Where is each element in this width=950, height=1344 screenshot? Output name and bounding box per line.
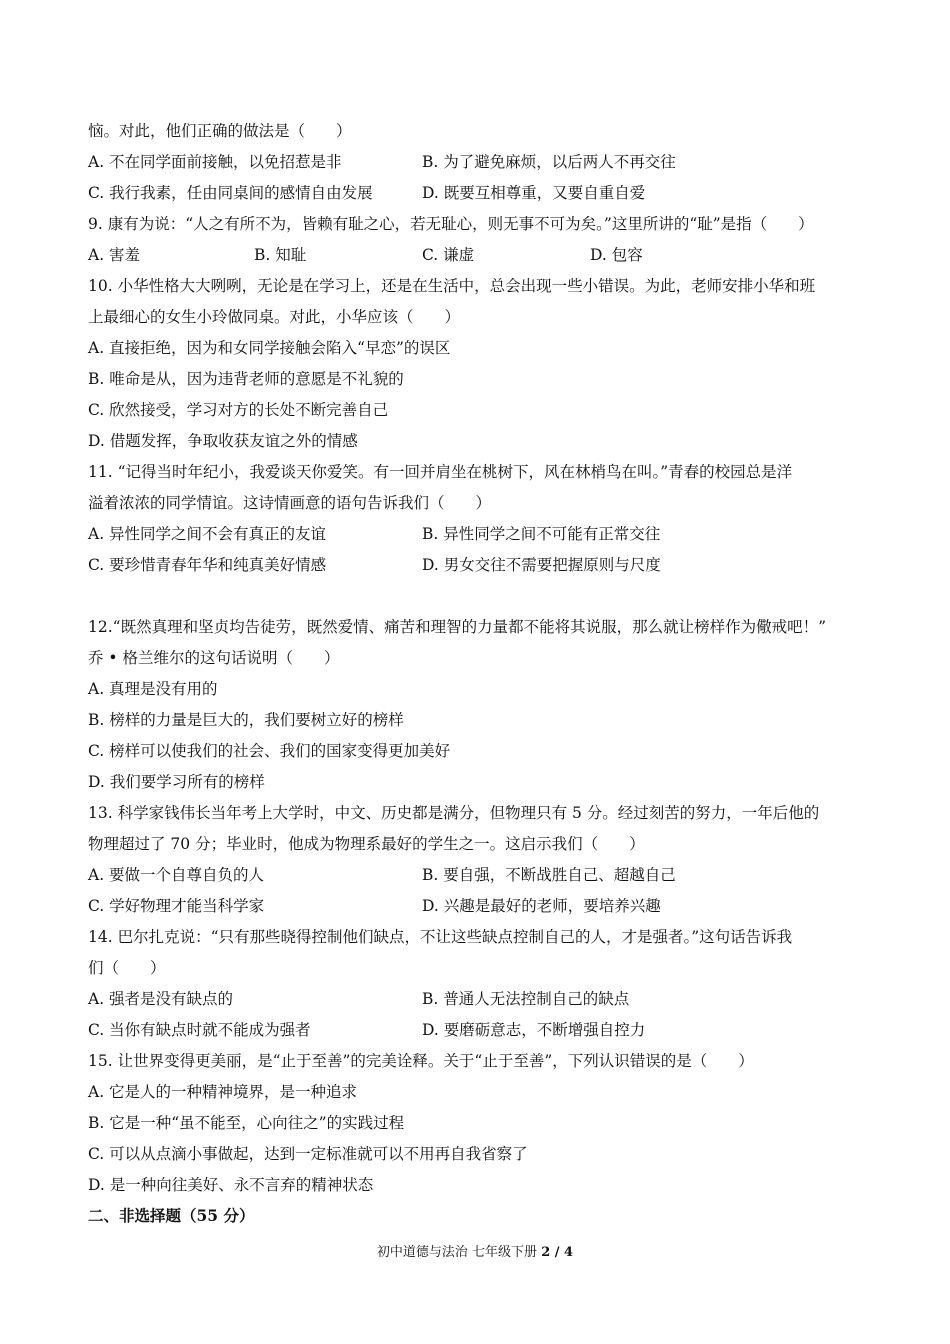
text-line: 9. 康有为说：“人之有所不为，皆赖有耻之心，若无耻心，则无事不可为矣。”这里所讲的“耻”是指（ ） (88, 215, 814, 233)
answer-option: D. 既要互相尊重，又要自重自爱 (422, 184, 646, 202)
text-line: 10. 小华性格大大咧咧，无论是在学习上，还是在生活中，总会出现一些小错误。为此，老师安排小华和班 (88, 277, 816, 295)
answer-option: B. 为了避免麻烦，以后两人不再交往 (422, 153, 676, 171)
text-line: 们（ ） (88, 959, 166, 977)
text-line: D. 借题发挥，争取收获友谊之外的情感 (88, 432, 358, 450)
text-line: C. 我行我素，任由同桌间的感情自由发展 (88, 184, 373, 202)
text-line: C. 可以从点滴小事做起，达到一定标准就可以不用再自我省察了 (88, 1145, 528, 1163)
text-line: D. 我们要学习所有的榜样 (88, 773, 265, 791)
answer-option: D. 包容 (590, 246, 643, 264)
answer-option: B. 知耻 (254, 246, 307, 264)
text-line: A. 它是人的一种精神境界，是一种追求 (88, 1083, 358, 1101)
text-line: A. 不在同学面前接触，以免招惹是非 (88, 153, 342, 171)
text-line: D. 是一种向往美好、永不言弃的精神状态 (88, 1176, 374, 1194)
text-line: C. 欣然接受，学习对方的长处不断完善自己 (88, 401, 389, 419)
answer-option: B. 普通人无法控制自己的缺点 (422, 990, 630, 1008)
text-line: C. 要珍惜青春年华和纯真美好情感 (88, 556, 327, 574)
text-line: A. 直接拒绝，因为和女同学接触会陷入“早恋”的误区 (88, 339, 451, 357)
text-line: 12.“既然真理和坚贞均告徒劳，既然爱情、痛苦和理智的力量都不能将其说服，那么就让榜样作为儆戒吧！” (88, 618, 827, 636)
answer-option: B. 要自强，不断战胜自己、超越自己 (422, 866, 676, 884)
answer-option: B. 异性同学之间不可能有正常交往 (422, 525, 661, 543)
text-line: 恼。对此，他们正确的做法是（ ） (88, 122, 352, 140)
text-line: 15. 让世界变得更美丽，是“止于至善”的完美诠释。关于“止于至善”，下列认识错误的是（ ） (88, 1052, 754, 1070)
text-line: 14. 巴尔扎克说：“只有那些晓得控制他们缺点，不让这些缺点控制自己的人，才是强者。”这句话告诉我 (88, 928, 793, 946)
text-line: C. 榜样可以使我们的社会、我们的国家变得更加美好 (88, 742, 451, 760)
text-line: 物理超过了 70 分；毕业时，他成为物理系最好的学生之一。这启示我们（ ） (88, 835, 645, 853)
text-line: A. 强者是没有缺点的 (88, 990, 234, 1008)
page-number: 2 / 4 (541, 1245, 574, 1260)
text-line: A. 要做一个自尊自负的人 (88, 866, 265, 884)
text-line: B. 它是一种“虽不能至，心向往之”的实践过程 (88, 1114, 405, 1132)
text-line: 11. “记得当时年纪小，我爱谈天你爱笑。有一回并肩坐在桃树下，风在林梢鸟在叫。”青春的校园总是洋 (88, 463, 793, 481)
answer-option: D. 兴趣是最好的老师，要培养兴趣 (422, 897, 661, 915)
text-line: A. 异性同学之间不会有真正的友谊 (88, 525, 327, 543)
text-line: 乔 • 格兰维尔的这句话说明（ ） (88, 649, 340, 667)
text-line: A. 真理是没有用的 (88, 680, 218, 698)
answer-option: D. 要磨砺意志，不断增强自控力 (422, 1021, 646, 1039)
text-line: B. 唯命是从，因为违背老师的意愿是不礼貌的 (88, 370, 404, 388)
section-heading: 二、非选择题（55 分） (88, 1206, 255, 1225)
footer-subject: 初中道德与法治 七年级下册 (376, 1245, 542, 1260)
text-line: C. 学好物理才能当科学家 (88, 897, 265, 915)
text-line: B. 榜样的力量是巨大的，我们要树立好的榜样 (88, 711, 404, 729)
page-footer (0, 1245, 950, 1261)
text-line: C. 当你有缺点时就不能成为强者 (88, 1021, 311, 1039)
text-line: 上最细心的女生小玲做同桌。对此，小华应该（ ） (88, 308, 461, 326)
text-line: A. 害羞 (88, 246, 141, 264)
text-line: 溢着浓浓的同学情谊。这诗情画意的语句告诉我们（ ） (88, 494, 492, 512)
text-line: 13. 科学家钱伟长当年考上大学时，中文、历史都是满分，但物理只有 5 分。经过刻苦的努力，一年后他的 (88, 804, 820, 822)
answer-option: C. 谦虚 (422, 246, 475, 264)
answer-option: D. 男女交往不需要把握原则与尺度 (422, 556, 661, 574)
